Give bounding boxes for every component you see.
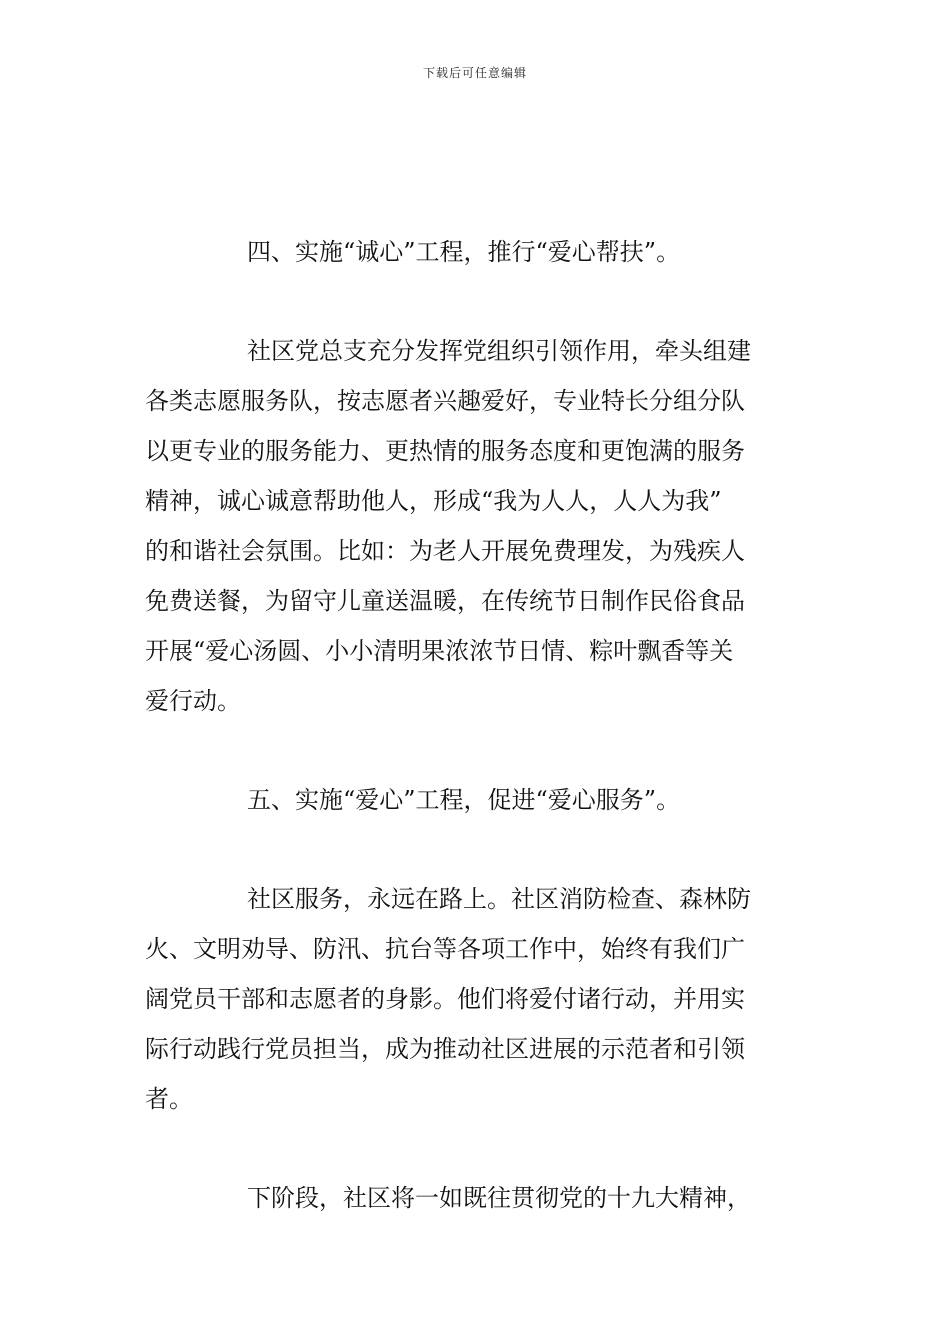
paragraph-line: 爱行动。 (145, 687, 241, 715)
paragraph-line: 免费送餐，为留守儿童送温暖，在传统节日制作民俗食品 (145, 587, 745, 615)
paragraph-line: 社区服务，永远在路上。社区消防检查、森林防 (247, 885, 751, 913)
paragraph-line: 社区党总支充分发挥党组织引领作用，牵头组建 (247, 337, 751, 365)
paragraph-line: 者。 (145, 1085, 193, 1113)
paragraph-line: 开展“爱心汤圆、小小清明果浓浓节日情、粽叶飘香等关 (145, 637, 734, 665)
paragraph-line: 精神，诚心诚意帮助他人，形成“我为人人，人人为我” (145, 487, 722, 515)
section-paragraph-5 (145, 874, 810, 1124)
section-paragraph-4 (145, 326, 810, 726)
page-header: 下载后可任意编辑 (422, 66, 527, 80)
document-body (145, 227, 810, 1272)
paragraph-line: 火、文明劝导、防汛、抗台等各项工作中，始终有我们广 (145, 935, 745, 963)
paragraph-line: 的和谐社会氛围。比如：为老人开展免费理发，为残疾人 (145, 537, 745, 565)
paragraph-line: 各类志愿服务队，按志愿者兴趣爱好，专业特长分组分队 (145, 387, 745, 415)
paragraph-line: 下阶段，社区将一如既往贯彻党的十九大精神， (247, 1184, 751, 1212)
paragraph-line: 阔党员干部和志愿者的身影。他们将爱付诸行动，并用实 (145, 985, 745, 1013)
paragraph-line: 际行动践行党员担当，成为推动社区进展的示范者和引领 (145, 1035, 745, 1063)
section-heading-4: 四、实施“诚心”工程，推行“爱心帮扶”。 (247, 238, 681, 266)
closing-paragraph (145, 1173, 810, 1223)
section-heading-5: 五、实施“爱心”工程，促进“爱心服务”。 (247, 786, 681, 814)
paragraph-line: 以更专业的服务能力、更热情的服务态度和更饱满的服务 (145, 437, 745, 465)
